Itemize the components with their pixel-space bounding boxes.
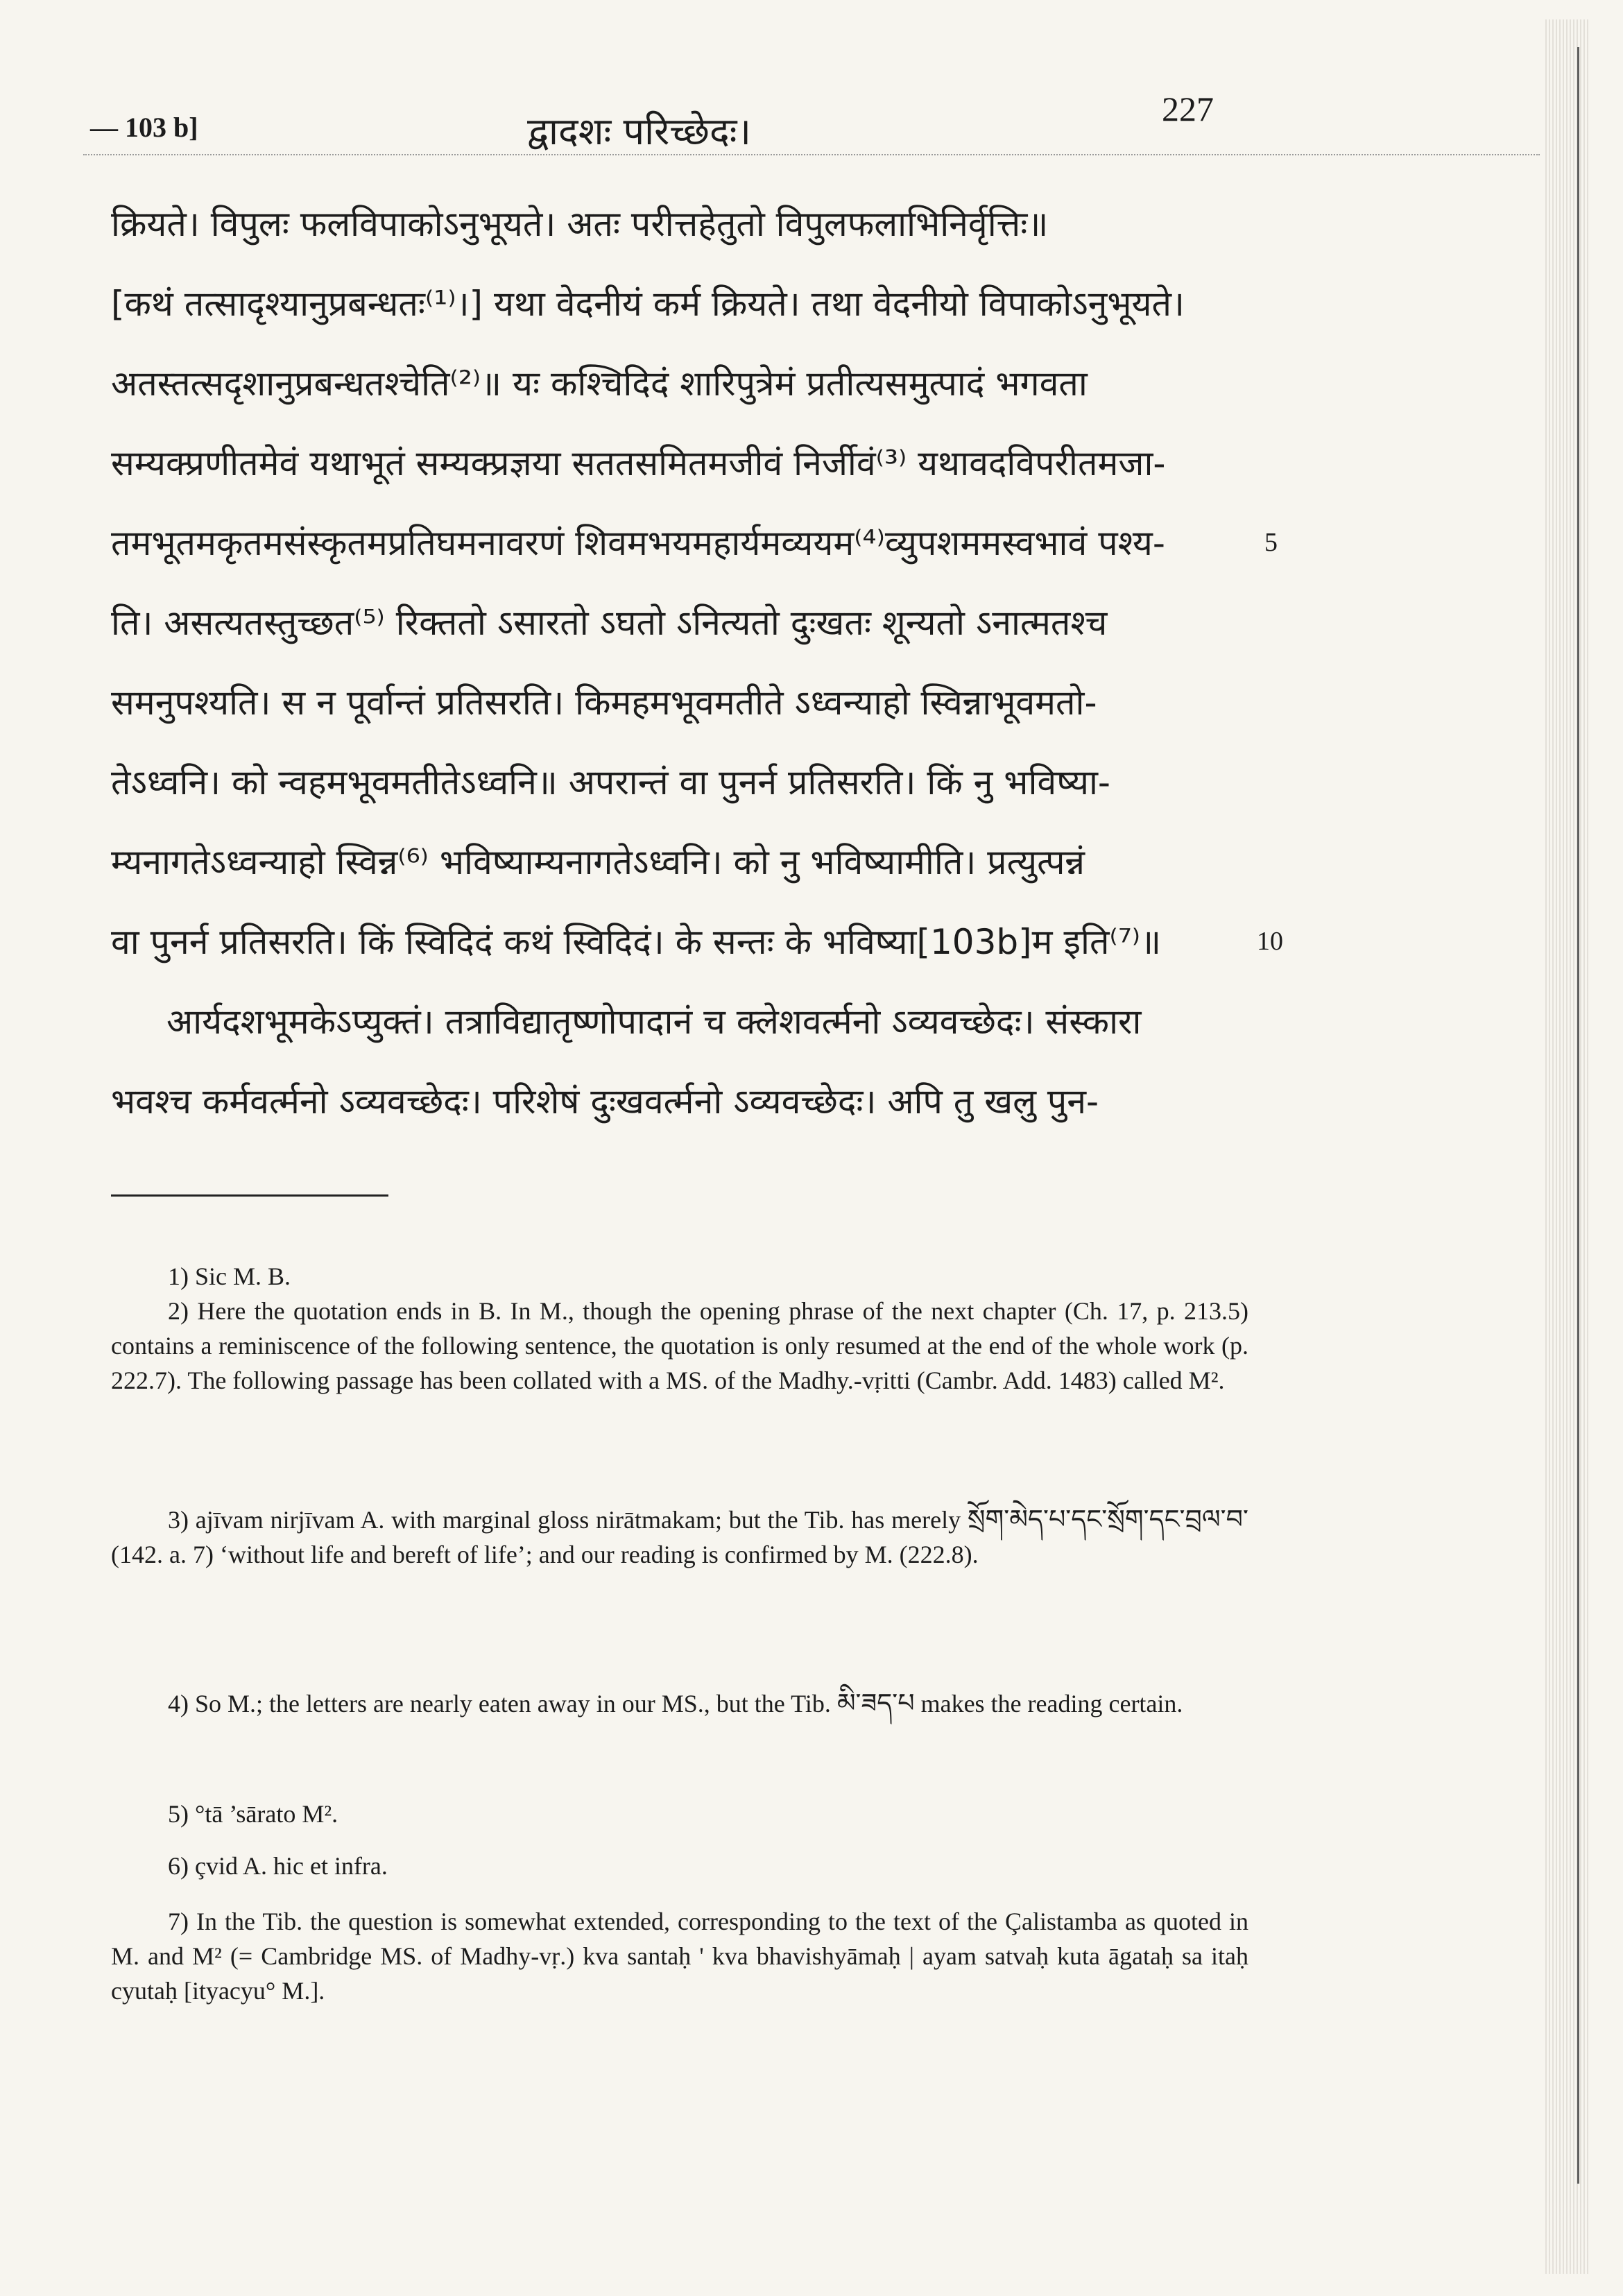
- running-head-left: — 103 b]: [90, 112, 198, 143]
- text-line-11: आर्यदशभूमकेऽप्युक्तं। तत्राविद्यातृष्णोपादानं च क्लेशवर्त्मनो ऽव्यवच्छेदः। संस्कारा: [166, 1002, 1142, 1042]
- text-line-7: समनुपश्यति। स न पूर्वान्तं प्रतिसरति। किमहमभूवमतीते ऽध्वन्याहो स्विन्नाभूवमतो-: [111, 683, 1097, 723]
- text-line-3: अतस्तत्सदृशानुप्रबन्धतश्चेति⁽²⁾॥ यः कश्चिदिदं शारिपुत्रेमं प्रतीत्यसमुत्पादं भगवता: [111, 363, 1088, 404]
- binding-edge: [1545, 19, 1590, 2274]
- line-number-10: 10: [1257, 927, 1283, 956]
- footnote-4-lead: 4) So M.; the letters are nearly eaten away in our MS., but the Tib.: [168, 1690, 831, 1717]
- text-line-8: तेऽध्वनि। को न्वहमभूवमतीतेऽध्वनि॥ अपरान्तं वा पुनर्न प्रतिसरति। किं नु भविष्या-: [111, 762, 1110, 803]
- text-line-2: [कथं तत्सादृश्यानुप्रबन्धतः⁽¹⁾।] यथा वेदनीयं कर्म क्रियते। तथा वेदनीयो विपाकोऽनुभूयते।: [111, 284, 1185, 324]
- footnote-3: [111, 1502, 1248, 1572]
- footnote-rule: [111, 1194, 388, 1197]
- footnote-7: 7) In the Tib. the question is somewhat extended, corresponding to the text of the Çalistamba as quoted in M. and M² (= Cambridge MS. of Madhy-vṛ.) kva santaḥ ' kva bhavishyāmaḥ | ayam satvaḥ kuta āgataḥ sa itaḥ cyutaḥ [ityacyu° M.].: [111, 1908, 1248, 2005]
- footnote-4-rest: makes the reading certain.: [920, 1690, 1183, 1717]
- header-rule: [83, 154, 1540, 155]
- text-line-9: म्यनागतेऽध्वन्याहो स्विन्न⁽⁶⁾ भविष्याम्यनागतेऽध्वनि। को नु भविष्यामीति। प्रत्युत्पन्नं: [111, 842, 1085, 882]
- line-number-5: 5: [1264, 528, 1278, 557]
- page-number: 227: [1162, 89, 1214, 128]
- text-line-6: ति। असत्यतस्तुच्छत⁽⁵⁾ रिक्ततो ऽसारतो ऽघतो ऽनित्यतो दुःखतः शून्यतो ऽनात्मतश्च: [111, 603, 1108, 643]
- footnote-6: 6) çvid A. hic et infra.: [168, 1852, 388, 1880]
- footnote-3-rest: (142. a. 7) ‘without life and bereft of life’; and our reading is confirmed by M. (222.8).: [111, 1541, 979, 1568]
- text-line-1: क्रियते। विपुलः फलविपाकोऽनुभूयते। अतः परीत्तहेतुतो विपुलफलाभिनिर्वृत्तिः॥: [111, 204, 1049, 244]
- footnote-4: [111, 1686, 1248, 1721]
- text-line-10: वा पुनर्न प्रतिसरति। किं स्विदिदं कथं स्विदिदं। के सन्तः के भविष्या[103b]म इति⁽⁷⁾॥: [111, 922, 1162, 962]
- footnote-3-lead: 3) ajīvam nirjīvam A. with marginal gloss nirātmakam; but the Tib. has merely: [168, 1506, 961, 1534]
- text-line-5: तमभूतमकृतमसंस्कृतमप्रतिघमनावरणं शिवमभयमहार्यमव्ययम⁽⁴⁾व्युपशममस्वभावं पश्य-: [111, 523, 1165, 563]
- footnote-5: 5) °tā ’sārato M².: [168, 1800, 338, 1828]
- footnote-1: 1) Sic M. B.: [168, 1262, 291, 1290]
- footnote-2: 2) Here the quotation ends in B. In M., though the opening phrase of the next chapter (Ch. 17, p. 213.5) contains a reminiscence of the following sentence, the quotation is only resumed at the end of the whole work (p. 222.7). The following passage has been collated with a MS. of the Madhy.-vṛitti (Cambr. Add. 1483) called M².: [111, 1297, 1248, 1394]
- footnote-4-tibetan: མི་ཟད་པ: [836, 1688, 915, 1718]
- text-line-12: भवश्च कर्मवर्त्मनो ऽव्यवच्छेदः। परिशेषं दुःखवर्त्मनो ऽव्यवच्छेदः। अपि तु खलु पुन-: [111, 1081, 1099, 1122]
- chapter-title: द्वादशः परिच्छेदः।: [527, 110, 752, 153]
- text-line-4: सम्यक्प्रणीतमेवं यथाभूतं सम्यक्प्रज्ञया सततसमितमजीवं निर्जीवं⁽³⁾ यथावदविपरीतमजा-: [111, 443, 1166, 483]
- footnote-3-tibetan: སྲོག་མེད་པ་དང་སྲོག་དང་བྲལ་བ་: [967, 1504, 1248, 1534]
